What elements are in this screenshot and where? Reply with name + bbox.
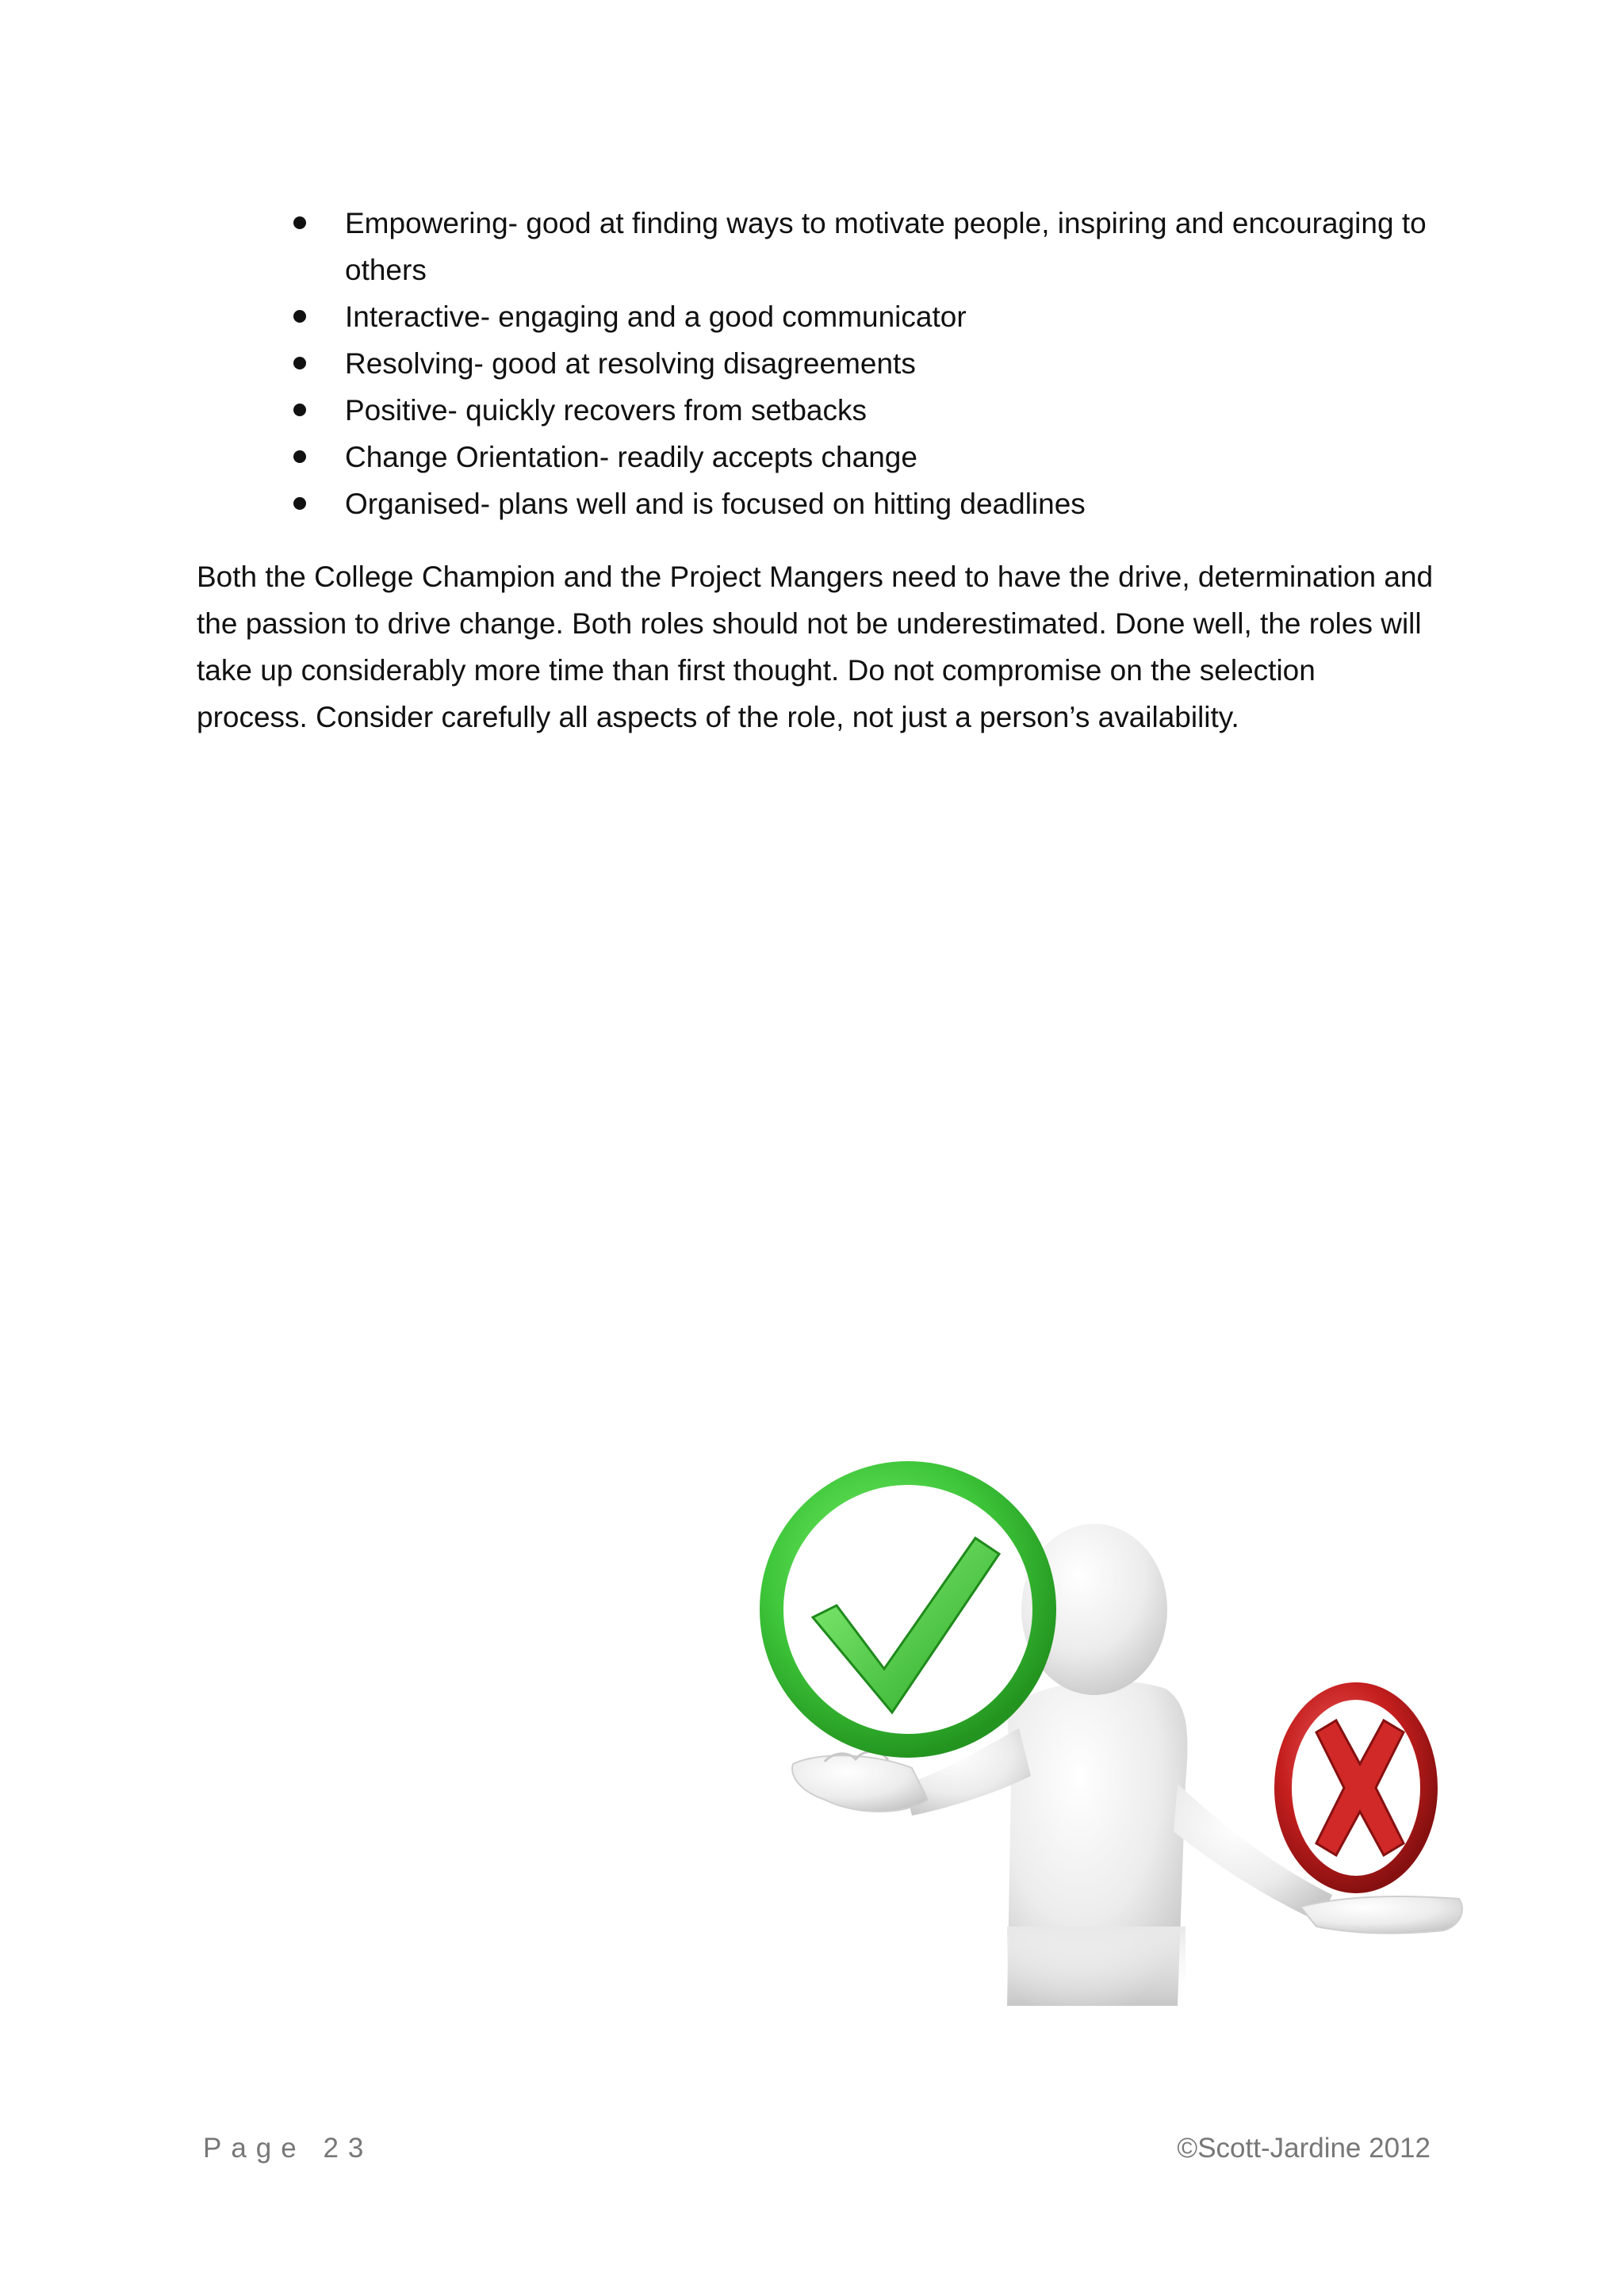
- x-mark-icon: [1283, 1691, 1429, 1885]
- bullet-icon: [293, 310, 306, 323]
- bullet-icon: [293, 450, 306, 463]
- list-item: [293, 293, 1435, 340]
- bullet-icon: [293, 357, 306, 369]
- choice-illustration: [745, 1451, 1491, 2006]
- body-paragraph: Both the College Champion and the Project Mangers need to have the drive, determination and the passion to drive change. Both roles should not be underestimated. Done well, the roles will take up considerably more time than first thought. Do not compromise on the selection process. Consider carefully all aspects of the role, not just a person’s availability.: [197, 561, 1434, 733]
- checkmark-icon: [772, 1473, 1044, 1746]
- copyright-notice: ©Scott-Jardine 2012: [1177, 2133, 1431, 2164]
- bullet-text: Resolving- good at resolving disagreements: [345, 347, 916, 380]
- bullet-icon: [293, 216, 306, 229]
- bullet-text: Empowering- good at finding ways to motivate people, inspiring and encouraging to others: [345, 207, 1427, 286]
- bullet-text: Change Orientation- readily accepts change: [345, 441, 917, 473]
- bullet-list: [293, 200, 1435, 527]
- bullet-text: Interactive- engaging and a good communicator: [345, 300, 967, 333]
- list-item: [293, 340, 1435, 387]
- list-item: [293, 480, 1435, 527]
- bullet-text: Organised- plans well and is focused on hitting deadlines: [345, 488, 1086, 520]
- page-number: Page 23: [203, 2133, 373, 2164]
- list-item: [293, 434, 1435, 480]
- bullet-text: Positive- quickly recovers from setbacks: [345, 394, 867, 427]
- list-item: [293, 200, 1435, 293]
- bullet-icon: [293, 404, 306, 416]
- list-item: [293, 387, 1435, 434]
- bullet-icon: [293, 497, 306, 510]
